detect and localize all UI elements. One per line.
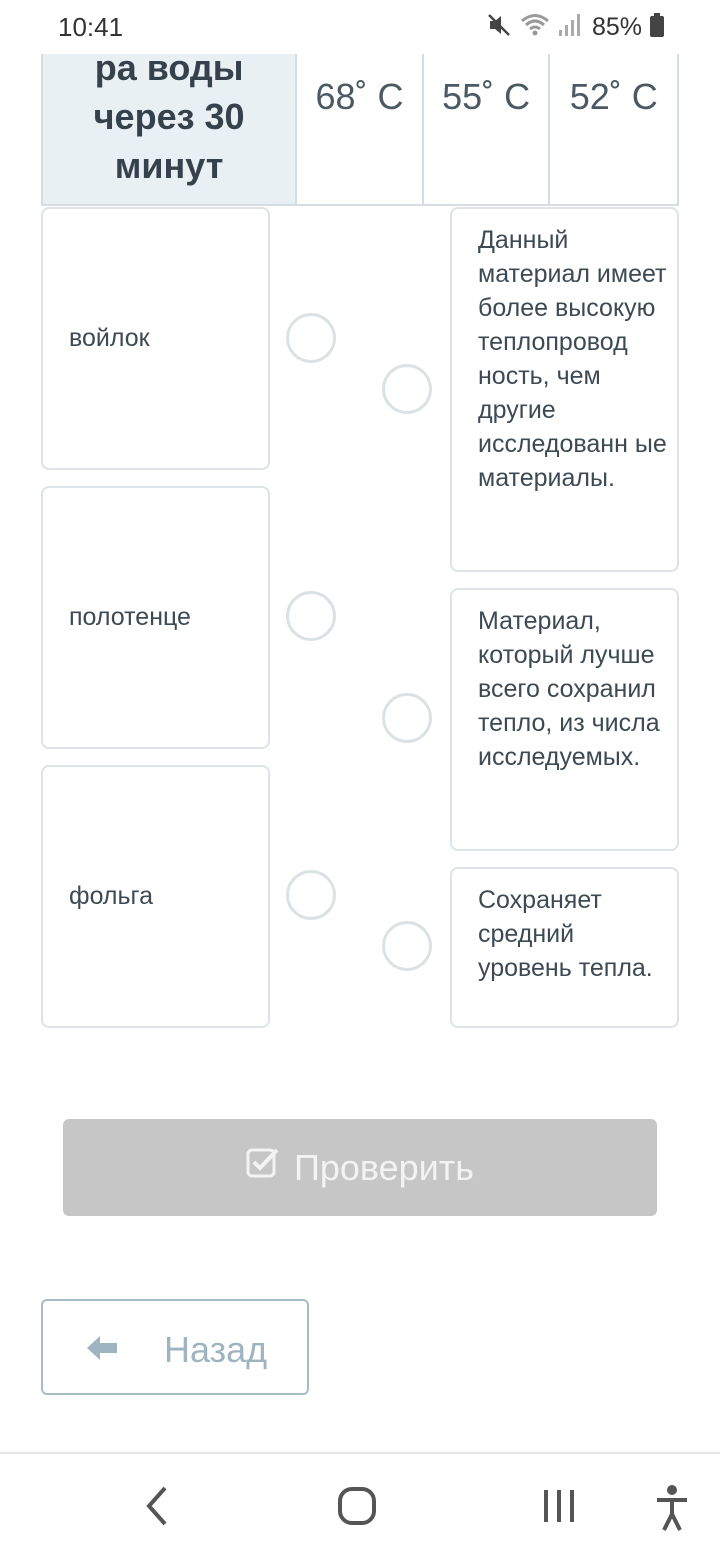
checkbox-check-icon: [246, 1146, 280, 1189]
system-nav-bar: [0, 1452, 720, 1562]
right-card-text: Сохраняет средний уровень тепла.: [478, 886, 653, 982]
status-bar: [0, 0, 720, 54]
accessibility-icon[interactable]: [654, 1484, 690, 1537]
status-time: 10:41: [58, 12, 124, 42]
check-button-label: Проверить: [293, 1146, 475, 1188]
back-button[interactable]: [41, 1299, 309, 1395]
left-card-3[interactable]: [41, 765, 270, 1028]
arrow-left-icon: [85, 1333, 119, 1368]
right-card-1[interactable]: [450, 207, 679, 572]
battery-icon: [650, 13, 664, 42]
right-connector-2[interactable]: [382, 693, 432, 743]
back-nav-icon[interactable]: [141, 1484, 171, 1533]
recents-nav-icon[interactable]: [541, 1484, 577, 1533]
results-table: [41, 54, 679, 206]
table-cell-3: 52˚ С: [569, 76, 658, 117]
table-header-cell: [43, 54, 297, 204]
left-card-1[interactable]: [41, 207, 270, 470]
left-card-label: полотенце: [69, 603, 191, 631]
status-icons: [486, 12, 664, 43]
right-card-3[interactable]: [450, 867, 679, 1028]
back-button-label: Назад: [164, 1329, 268, 1370]
left-connector-3[interactable]: [286, 870, 336, 920]
battery-percent: 85%: [591, 13, 642, 41]
left-card-label: фольга: [69, 882, 154, 910]
left-card-label: войлок: [69, 324, 150, 352]
right-connector-1[interactable]: [382, 364, 432, 414]
right-connector-3[interactable]: [382, 921, 432, 971]
check-button[interactable]: [63, 1119, 657, 1216]
wifi-icon: [520, 12, 550, 43]
mute-icon: [486, 12, 512, 43]
home-nav-icon[interactable]: [337, 1484, 377, 1533]
left-card-2[interactable]: [41, 486, 270, 749]
signal-icon: [558, 13, 580, 42]
right-card-text: Данный материал имеет более высокую теплопровод ность, чем другие исследованн ые материалы.: [478, 226, 667, 492]
table-header-text: ра воды через 30 минут: [93, 54, 245, 186]
right-card-text: Материал, который лучше всего сохранил тепло, из числа исследуемых.: [478, 607, 660, 771]
left-connector-2[interactable]: [286, 591, 336, 641]
table-cell-1: 68˚ С: [297, 54, 424, 204]
table-cell-2: 55˚ С: [424, 54, 551, 204]
left-connector-1[interactable]: [286, 313, 336, 363]
right-card-2[interactable]: [450, 588, 679, 851]
